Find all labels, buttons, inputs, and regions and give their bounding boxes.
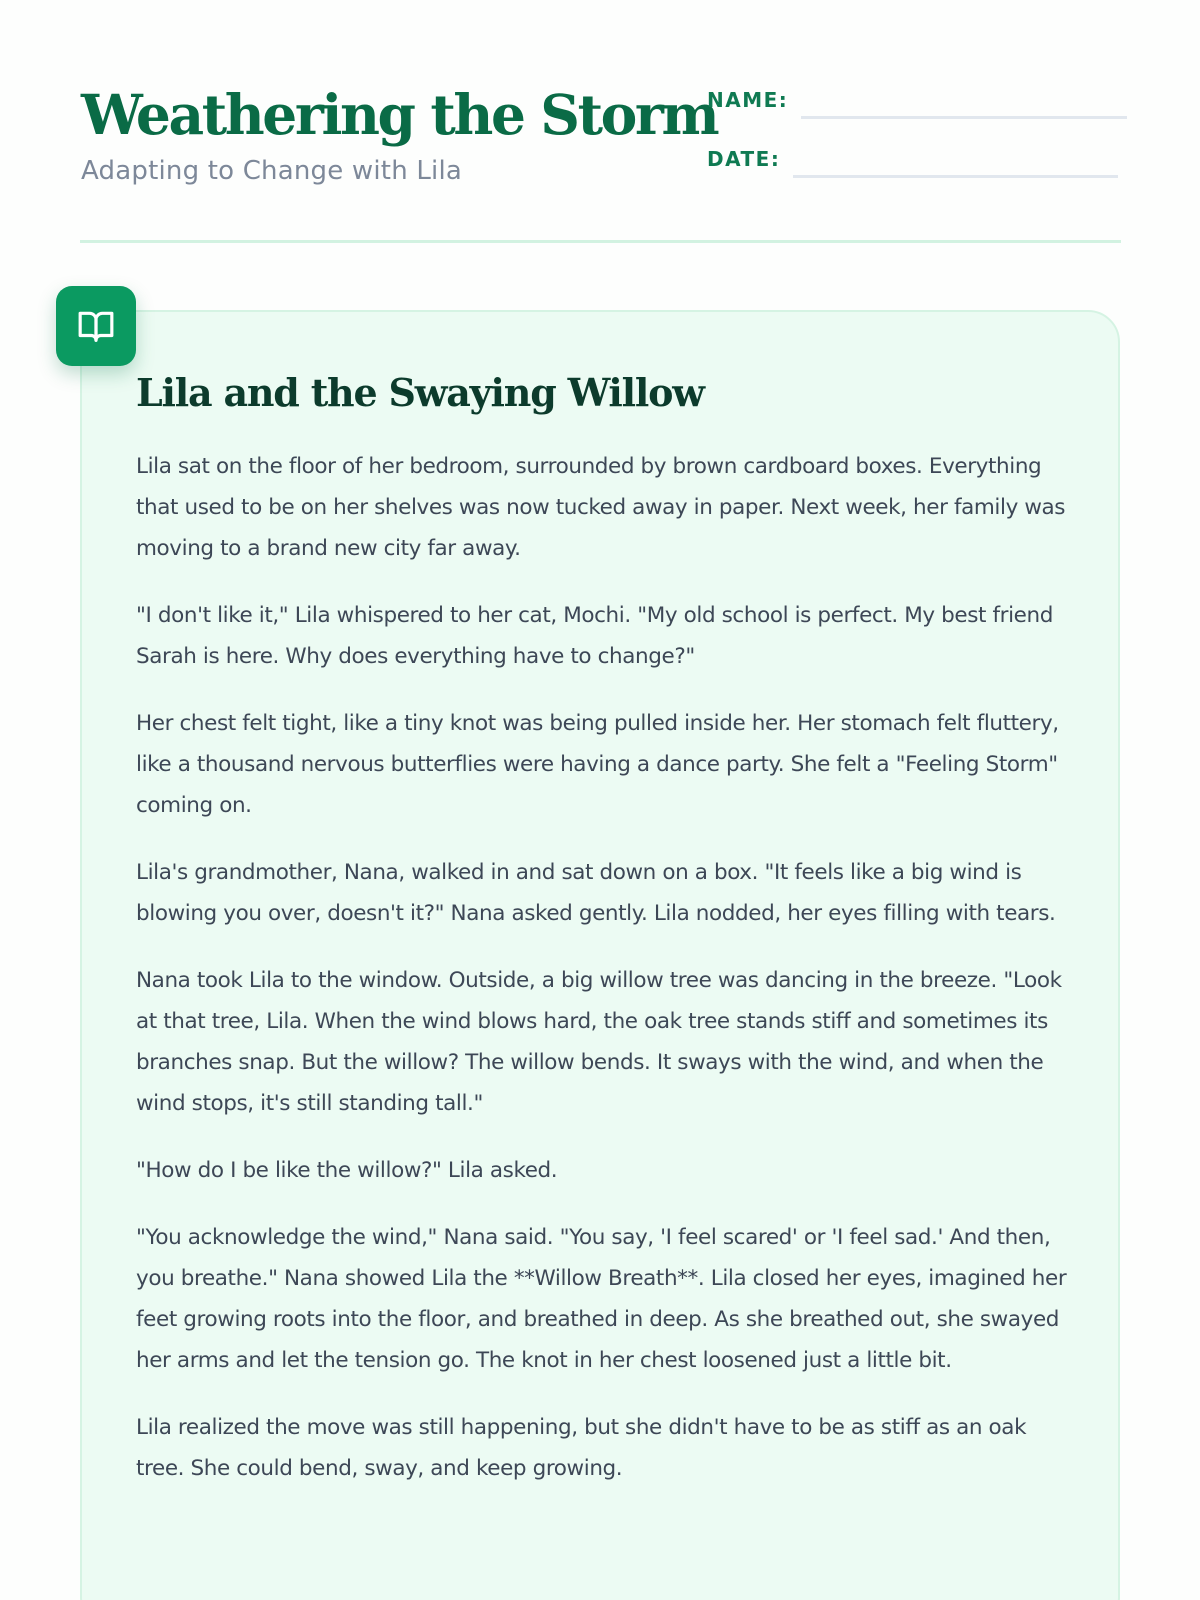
story-paragraph: Lila realized the move was still happening, but she didn't have to be as stiff as an oak tree. She could bend, sway, and keep growing.	[136, 1415, 1027, 1481]
open-book-icon	[77, 307, 115, 345]
story-paragraph: Lila's grandmother, Nana, walked in and sat down on a box. "It feels like a big wind is blowing you over, doesn't it?" Nana asked gently. Lila nodded, her eyes filling with tears.	[136, 860, 1056, 926]
story-badge	[56, 286, 136, 366]
worksheet-title: Weathering the Storm	[81, 82, 718, 147]
worksheet-subtitle: Adapting to Change with Lila	[81, 156, 463, 186]
story-paragraph: "I don't like it," Lila whispered to her cat, Mochi. "My old school is perfect. My best friend Sarah is here. Why does everything have to change?"	[136, 603, 1053, 669]
name-field[interactable]	[707, 84, 1127, 114]
header-divider	[80, 240, 1121, 243]
story-body	[136, 446, 1076, 1515]
worksheet-header	[81, 80, 1121, 200]
date-label: DATE:	[707, 147, 781, 171]
story-paragraph: "How do I be like the willow?" Lila asked.	[136, 1158, 558, 1183]
story-paragraph: Her chest felt tight, like a tiny knot was being pulled inside her. Her stomach felt fluttery, like a thousand nervous butterflies were having a dance party. She felt a "Feeling Storm" coming on.	[136, 711, 1059, 818]
name-line[interactable]	[801, 116, 1127, 119]
story-paragraph: Lila sat on the floor of her bedroom, surrounded by brown cardboard boxes. Everything that used to be on her shelves was now tucked away in paper. Next week, her family was moving to a brand new city far away.	[136, 454, 1066, 561]
story-paragraph: "You acknowledge the wind," Nana said. "You say, 'I feel scared' or 'I feel sad.' And then, you breathe." Nana showed Lila the **Willow Breath**. Lila closed her eyes, imagined her feet growing roots into the floor, and breathed in deep. As she breathed out, she swayed her arms and let the tension go. The knot in her chest loosened just a little bit.	[136, 1225, 1067, 1373]
story-title: Lila and the Swaying Willow	[136, 370, 704, 415]
name-label: NAME:	[707, 88, 789, 112]
date-line[interactable]	[793, 175, 1118, 178]
story-paragraph: Nana took Lila to the window. Outside, a big willow tree was dancing in the breeze. "Look at that tree, Lila. When the wind blows hard, the oak tree stands stiff and sometimes its branches snap. But the willow? The willow bends. It sways with the wind, and when the wind stops, it's still standing tall."	[136, 968, 1062, 1116]
date-field[interactable]	[707, 143, 1127, 173]
